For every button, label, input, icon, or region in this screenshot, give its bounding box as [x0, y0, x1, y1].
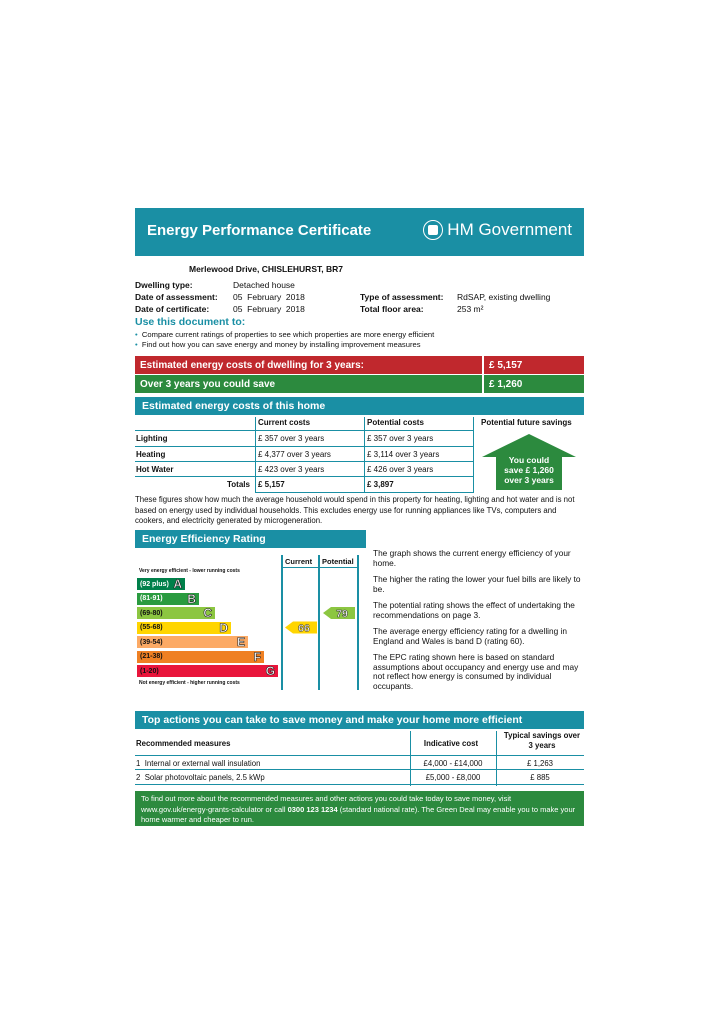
current-column-header: Current [285, 557, 313, 566]
could-save-bar [135, 375, 482, 393]
band-letter: A [173, 577, 182, 591]
floor-area-label: Total floor area: [360, 304, 424, 314]
hm-government-logo [423, 220, 572, 240]
energy-costs-table [135, 417, 584, 492]
actions-table [135, 731, 584, 786]
band-letter: E [236, 635, 245, 649]
use-document-heading: Use this document to: [135, 316, 246, 328]
estimated-cost-value [484, 356, 584, 374]
certificate-title: Energy Performance Certificate [147, 222, 372, 239]
savings-arrow-line: You could [508, 455, 550, 465]
action-row [136, 759, 260, 768]
estimated-cost-bar [135, 356, 482, 374]
potential-costs-header: Potential costs [367, 418, 424, 427]
band-range: (81-91) [140, 595, 163, 602]
totals-potential: £ 3,897 [367, 480, 394, 489]
costs-note: These figures show how much the average household would spend in this property for heating, lighting and hot water and is not based on energy used by individual households. This excludes energy use for running appliances like TVs, computers and cookers, and electricity generated by microgeneration. [135, 495, 575, 525]
potential-rating-marker [323, 607, 355, 620]
future-savings-header: Potential future savings [481, 418, 572, 427]
measures-header: Recommended measures [136, 739, 231, 748]
action-number: 2 [136, 773, 141, 782]
top-actions-heading-text: Top actions you can take to save money and make your home more efficient [142, 714, 523, 726]
indicative-cost-header: Indicative cost [423, 739, 479, 748]
explanation-paragraph: The average energy efficiency rating for a dwelling in England and Wales is band D (rating 60). [373, 626, 568, 646]
efficiency-rating-chart [135, 555, 360, 690]
use-document-list [135, 330, 434, 350]
crest-icon [423, 220, 443, 240]
rating-bottom-note: Not energy efficient - higher running costs [139, 680, 240, 686]
hot-water-potential: £ 426 over 3 years [367, 465, 434, 474]
band-letter: G [265, 664, 275, 678]
lighting-current: £ 357 over 3 years [258, 434, 325, 443]
footer-text: To find out more about the recommended measures and other actions you could take today to save money, visit www.gov.uk/energy-grants-calculator or call [141, 794, 512, 814]
savings-arrow-text [480, 455, 578, 485]
energy-costs-heading-text: Estimated energy costs of this home [142, 400, 326, 412]
band-range: (69-80) [140, 609, 163, 617]
dwelling-type-value: Detached house [233, 280, 295, 290]
rating-top-note: Very energy efficient - lower running costs [139, 568, 240, 574]
explanation-paragraph: The potential rating shows the effect of undertaking the recommendations on page 3. [373, 600, 575, 620]
action-number: 1 [136, 759, 141, 768]
row-label-lighting: Lighting [136, 434, 168, 443]
footer-info [135, 791, 584, 826]
rating-explanation [373, 549, 585, 698]
hot-water-current: £ 423 over 3 years [258, 465, 325, 474]
certificate-date-label: Date of certificate: [135, 304, 210, 314]
assessment-type-label: Type of assessment: [360, 292, 444, 302]
band-letter: F [253, 649, 261, 664]
current-rating-marker-value: 66 [298, 622, 310, 635]
band-range: (21-38) [140, 653, 163, 660]
action-cost: £5,000 - £8,000 [425, 773, 481, 782]
action-measure: Internal or external wall insulation [144, 759, 261, 768]
explanation-paragraph: The higher the rating the lower your fuel bills are likely to be. [373, 574, 581, 594]
property-address: Merlewood Drive, CHISLEHURST, BR7 [189, 264, 343, 274]
lighting-potential: £ 357 over 3 years [367, 434, 434, 443]
certificate-header [135, 208, 584, 256]
list-item-text: Find out how you can save energy and money by installing improvement measures [141, 340, 421, 349]
typical-savings-header: Typical savings over 3 years [503, 731, 581, 750]
could-save-amount: £ 1,260 [489, 378, 523, 390]
energy-costs-heading [135, 397, 584, 415]
efficiency-rating-heading-text: Energy Efficiency Rating [142, 533, 266, 545]
band-letter: B [187, 591, 196, 606]
current-costs-header: Current costs [258, 418, 311, 427]
potential-rating-marker-value: 79 [336, 608, 348, 620]
assessment-type-value: RdSAP, existing dwelling [457, 292, 551, 302]
certificate-date-value: 05 February 2018 [233, 304, 305, 314]
footer-text: (standard national rate). The Green Deal may enable you to make your home warmer and cheaper to run. [141, 804, 576, 824]
heating-potential: £ 3,114 over 3 years [367, 450, 440, 459]
row-label-heating: Heating [136, 450, 166, 459]
action-measure: Solar photovoltaic panels, 2.5 kWp [144, 773, 265, 782]
action-cost: £4,000 - £14,000 [423, 759, 483, 768]
action-saving: £ 885 [530, 773, 550, 782]
efficiency-rating-heading [135, 530, 366, 548]
estimated-cost-label: Estimated energy costs of dwelling for 3 years: [140, 359, 364, 371]
floor-area-value: 253 m² [457, 304, 484, 314]
assessment-date-value: 05 February 2018 [233, 292, 305, 302]
totals-current: £ 5,157 [258, 480, 285, 489]
list-item: • Compare current ratings of properties to see which properties are more energy efficient [135, 330, 435, 339]
list-item: • Find out how you can save energy and money by installing improvement measures [135, 340, 421, 349]
band-letter: D [219, 620, 228, 635]
action-row [136, 773, 265, 782]
could-save-label: Over 3 years you could save [140, 378, 276, 390]
potential-column-header: Potential [322, 557, 354, 566]
dwelling-type-label: Dwelling type: [135, 280, 193, 290]
footer-phone: 0300 123 1234 [287, 804, 338, 814]
top-actions-heading [135, 711, 584, 729]
savings-arrow-line: save £ 1,260 [504, 465, 554, 475]
band-range: (92 plus) [140, 580, 169, 588]
band-range: (39-54) [140, 638, 163, 646]
hm-government-text: HM Government [447, 220, 572, 239]
band-range: (55-68) [140, 624, 163, 631]
action-saving: £ 1,263 [526, 759, 553, 768]
row-label-hot-water: Hot Water [136, 465, 174, 474]
band-range: (1-20) [140, 667, 159, 675]
could-save-value [484, 375, 584, 393]
savings-arrow-line: over 3 years [504, 475, 554, 485]
current-rating-marker [285, 622, 317, 635]
list-item-text: Compare current ratings of properties to see which properties are more energy efficient [141, 330, 435, 339]
explanation-paragraph: The EPC rating shown here is based on standard assumptions about occupancy and energy use and may not reflect how energy is consumed by individual occupants. [373, 652, 579, 691]
heating-current: £ 4,377 over 3 years [258, 450, 331, 459]
totals-label: Totals [227, 480, 250, 489]
assessment-date-label: Date of assessment: [135, 292, 218, 302]
band-letter: C [203, 606, 212, 620]
rating-markers [135, 555, 360, 690]
estimated-cost-amount: £ 5,157 [489, 359, 523, 371]
explanation-paragraph: The graph shows the current energy efficiency of your home. [373, 548, 571, 568]
